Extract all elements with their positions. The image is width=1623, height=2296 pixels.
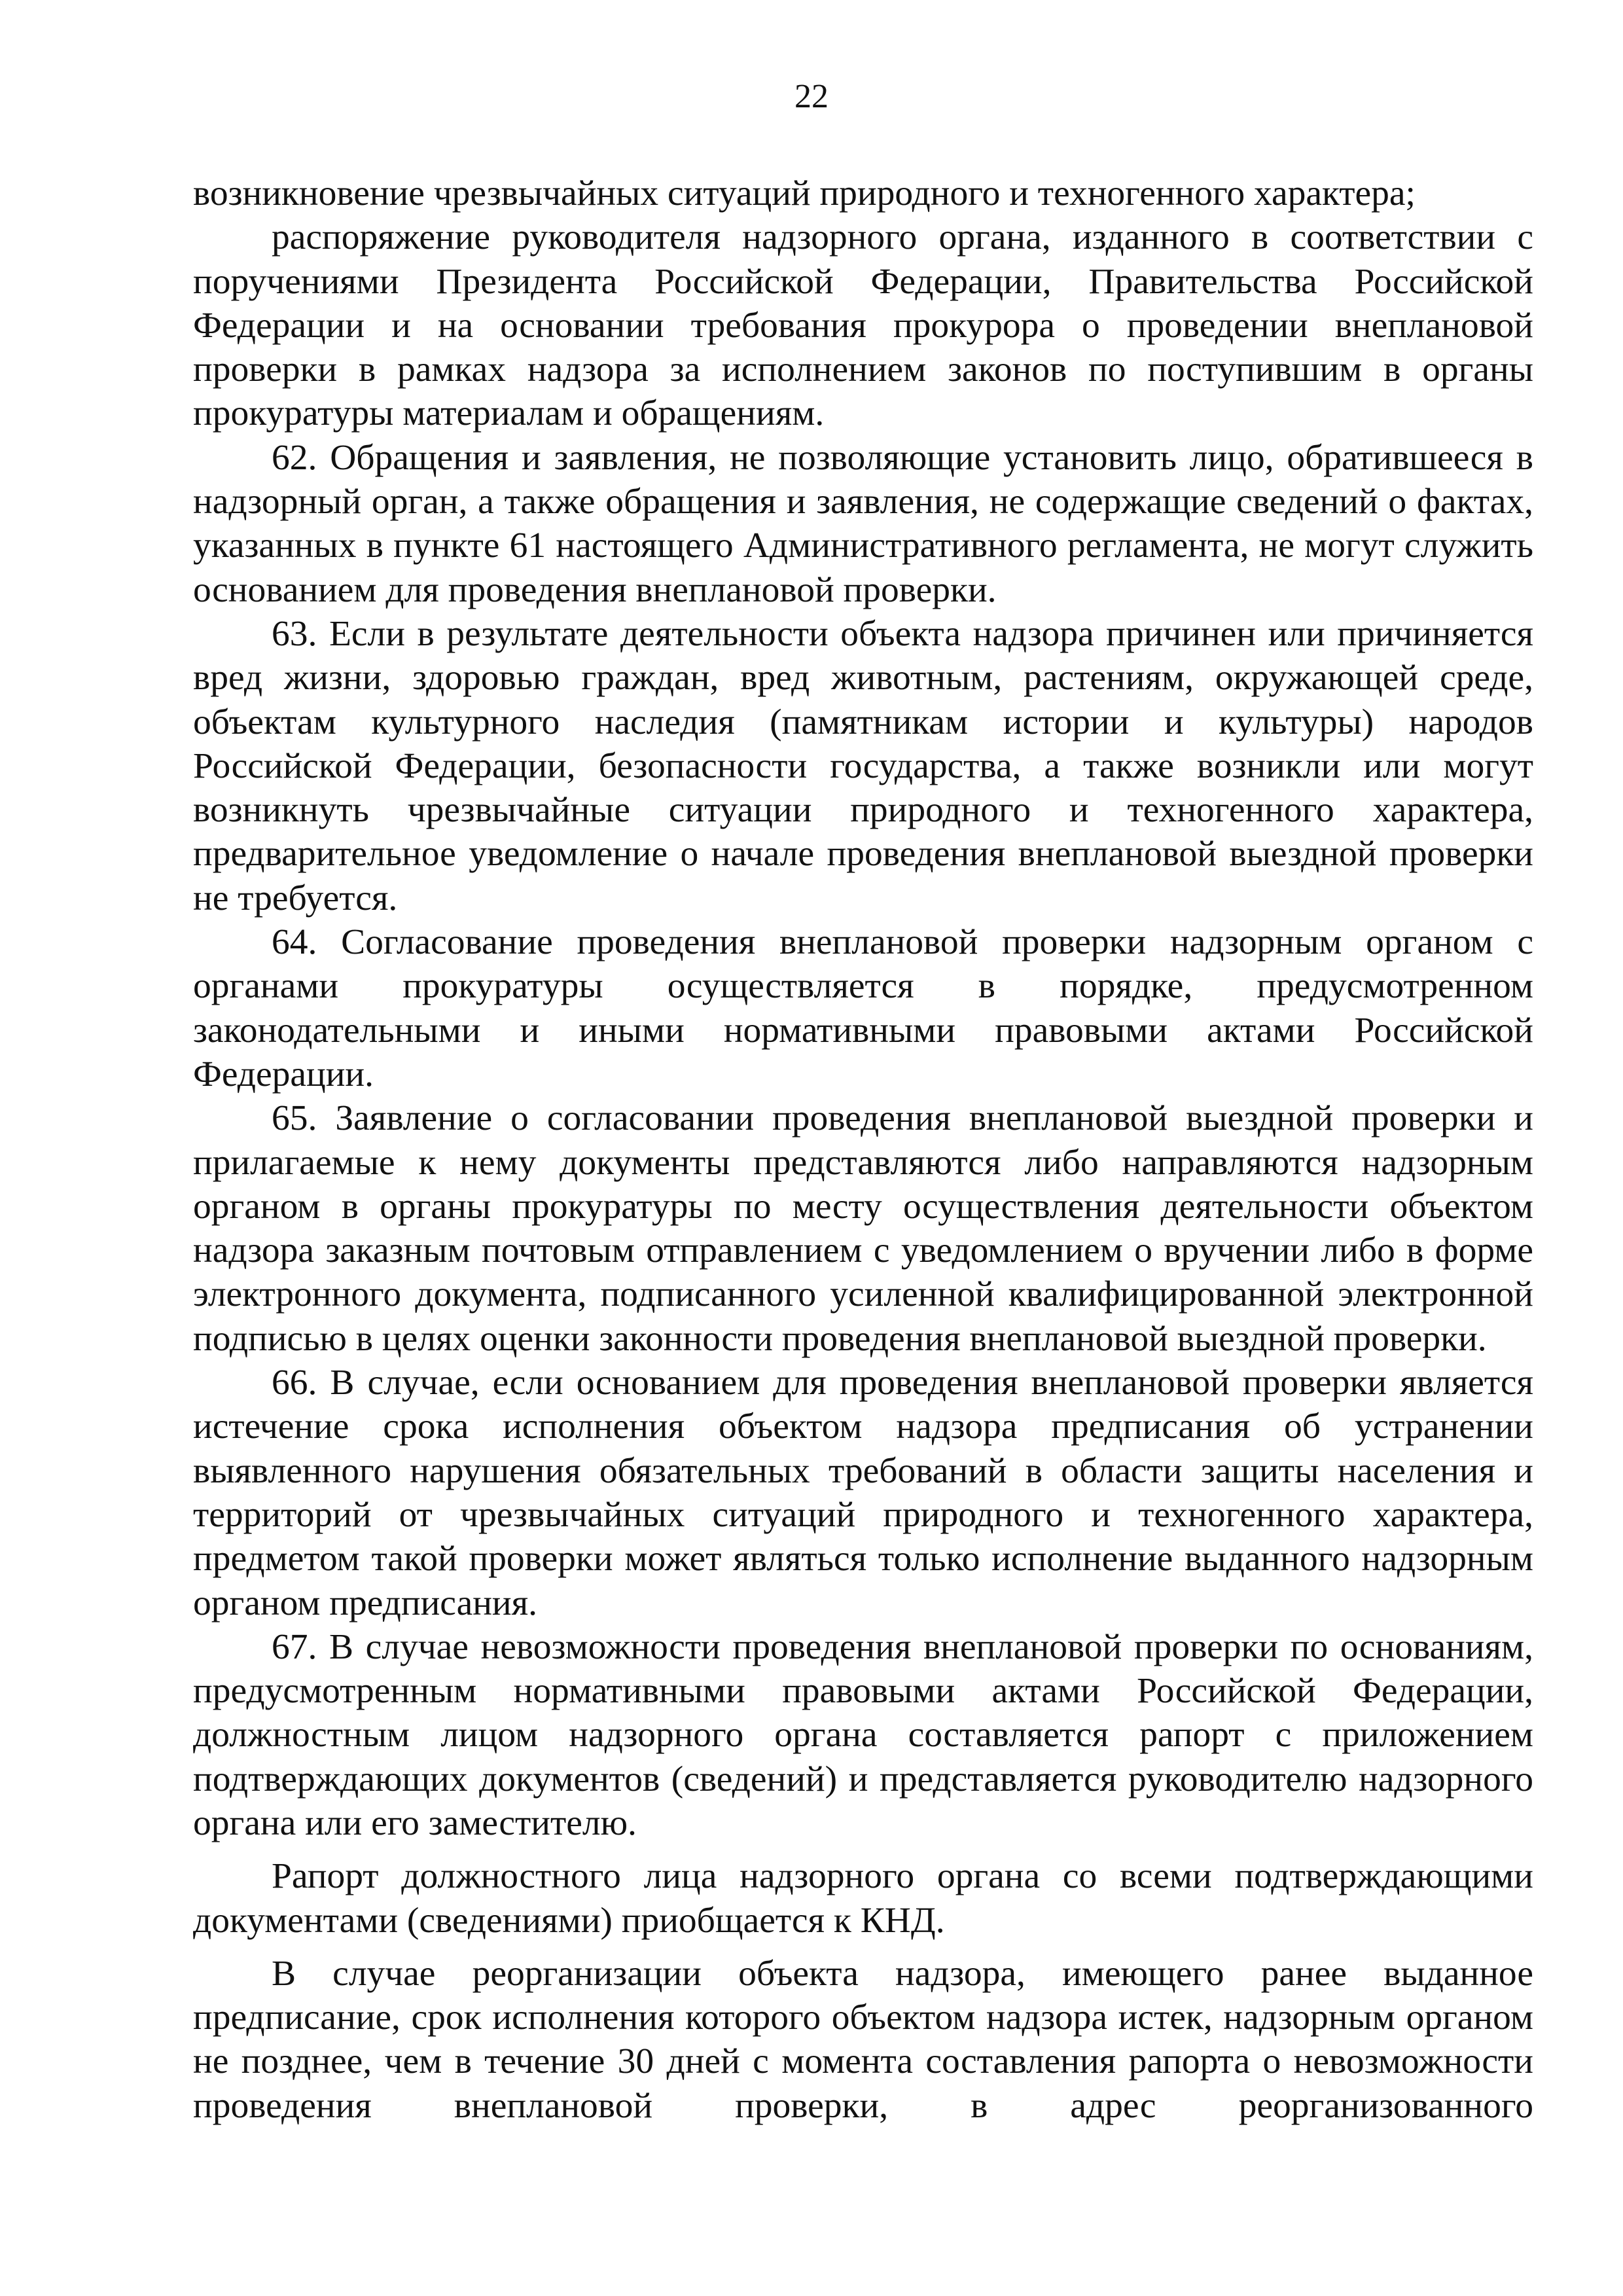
paragraph-62: 62. Обращения и заявления, не позволяющие установить лицо, обратившееся в надзорный орган, а также обращения и заявления, не содержащие сведений о фактах, указанных в пункте 61 настоящего Административного регламента, не могут служить основанием для проведения внеплановой проверки. (193, 437, 1533, 610)
paragraph-continuation: возникновение чрезвычайных ситуаций природного и техногенного характера; (193, 173, 1416, 213)
paragraph-67: 67. В случае невозможности проведения внеплановой проверки по основаниям, предусмотренным нормативными правовыми актами Российской Федерации, должностным лицом надзорного органа составляется рапорт с приложением подтверждающих документов (сведений) и представляется руководителю надзорного органа или его заместителю. (193, 1626, 1533, 1843)
paragraph-65: 65. Заявление о согласовании проведения внеплановой выездной проверки и прилагаемые к нему документы представляются либо направляются надзорным органом в органы прокуратуры по месту осуществления деятельности объектом надзора заказным почтовым отправлением с уведомлением о вручении либо в форме электронного документа, подписанного усиленной квалифицированной электронной подписью в целях оценки законности проведения внеплановой выездной проверки. (193, 1098, 1533, 1359)
paragraph-report: Рапорт должностного лица надзорного органа со всеми подтверждающими документами (сведениями) приобщается к КНД. (193, 1856, 1533, 1941)
paragraph-64: 64. Согласование проведения внеплановой проверки надзорным органом с органами прокуратуры осуществляется в порядке, предусмотренном законодательными и иными нормативными правовыми актами Российской Федерации. (193, 922, 1533, 1094)
paragraph-63: 63. Если в результате деятельности объекта надзора причинен или причиняется вред жизни, здоровью граждан, вред животным, растениям, окружающей среде, объектам культурного наследия (памятникам истории и культуры) народов Российской Федерации, безопасности государства, а также возникли или могут возникнуть чрезвычайные ситуации природного и техногенного характера, предварительное уведомление о начале проведения внеплановой выездной проверки не требуется. (193, 613, 1533, 918)
paragraph-66: 66. В случае, если основанием для проведения внеплановой проверки является истечение срока исполнения объектом надзора предписания об устранении выявленного нарушения обязательных требований в области защиты населения и территорий от чрезвычайных ситуаций природного и техногенного характера, предметом такой проверки может являться только исполнение выданного надзорным органом предписания. (193, 1363, 1533, 1623)
paragraph-order-of-head: распоряжение руководителя надзорного органа, изданного в соответствии с поручениями Президента Российской Федерации, Правительства Российской Федерации и на основании требования прокурора о проведении внеплановой проверки в рамках надзора за исполнением законов по поступившим в органы прокуратуры материалам и обращениям. (193, 217, 1533, 434)
document-body (193, 171, 1533, 2128)
page-number: 22 (794, 78, 829, 115)
paragraph-reorganization: В случае реорганизации объекта надзора, имеющего ранее выданное предписание, срок исполнения которого объектом надзора истек, надзорным органом не позднее, чем в течение 30 дней с момента составления рапорта о невозможности проведения внеплановой проверки, в адрес реорганизованного (193, 1953, 1533, 2126)
